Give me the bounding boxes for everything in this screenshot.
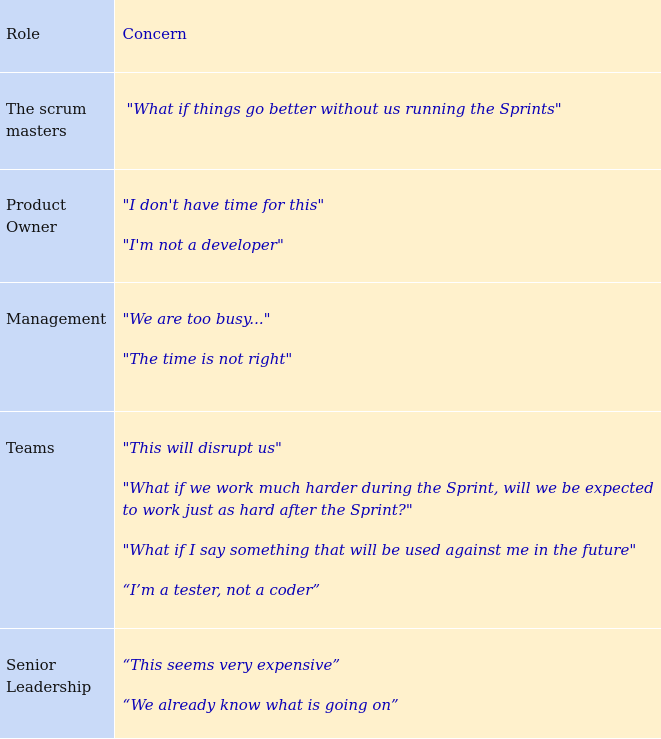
- role-cell: Product Owner: [0, 170, 114, 283]
- concern-quote: "This will disrupt us": [122, 439, 282, 457]
- header-row: [0, 0, 661, 73]
- concern-quote: “This seems very expensive”: [122, 656, 340, 674]
- table-row: [0, 170, 661, 283]
- concern-quote: “I’m a tester, not a coder”: [122, 581, 321, 599]
- concern-cell: [114, 170, 661, 283]
- table-row: [0, 283, 661, 412]
- role-cell: Management: [0, 283, 114, 412]
- table-row: [0, 412, 661, 629]
- concern-cell: [114, 283, 661, 412]
- concern-quote: "What if we work much harder during the Sprint, will we be expected to work just as hard after the Sprint?": [122, 479, 654, 519]
- concern-quote: “We already know what is going on”: [122, 696, 399, 714]
- concern-cell: [114, 73, 661, 170]
- role-cell: Senior Leadership: [0, 629, 114, 739]
- role-cell: Teams: [0, 412, 114, 629]
- concern-quote: "What if things go better without us running the Sprints": [126, 100, 562, 118]
- concern-quote: "I'm not a developer": [122, 236, 284, 254]
- concern-cell: [114, 412, 661, 629]
- concern-header: Concern: [114, 0, 661, 73]
- concern-quote: "The time is not right": [122, 350, 293, 368]
- table-row: [0, 629, 661, 739]
- table-row: [0, 73, 661, 170]
- role-header: Role: [0, 0, 114, 73]
- concern-quote: "I don't have time for this": [122, 196, 325, 214]
- concern-quote: "What if I say something that will be used against me in the future": [122, 541, 637, 559]
- concern-cell: [114, 629, 661, 739]
- role-cell: The scrum masters: [0, 73, 114, 170]
- concern-quote: "We are too busy...": [122, 310, 271, 328]
